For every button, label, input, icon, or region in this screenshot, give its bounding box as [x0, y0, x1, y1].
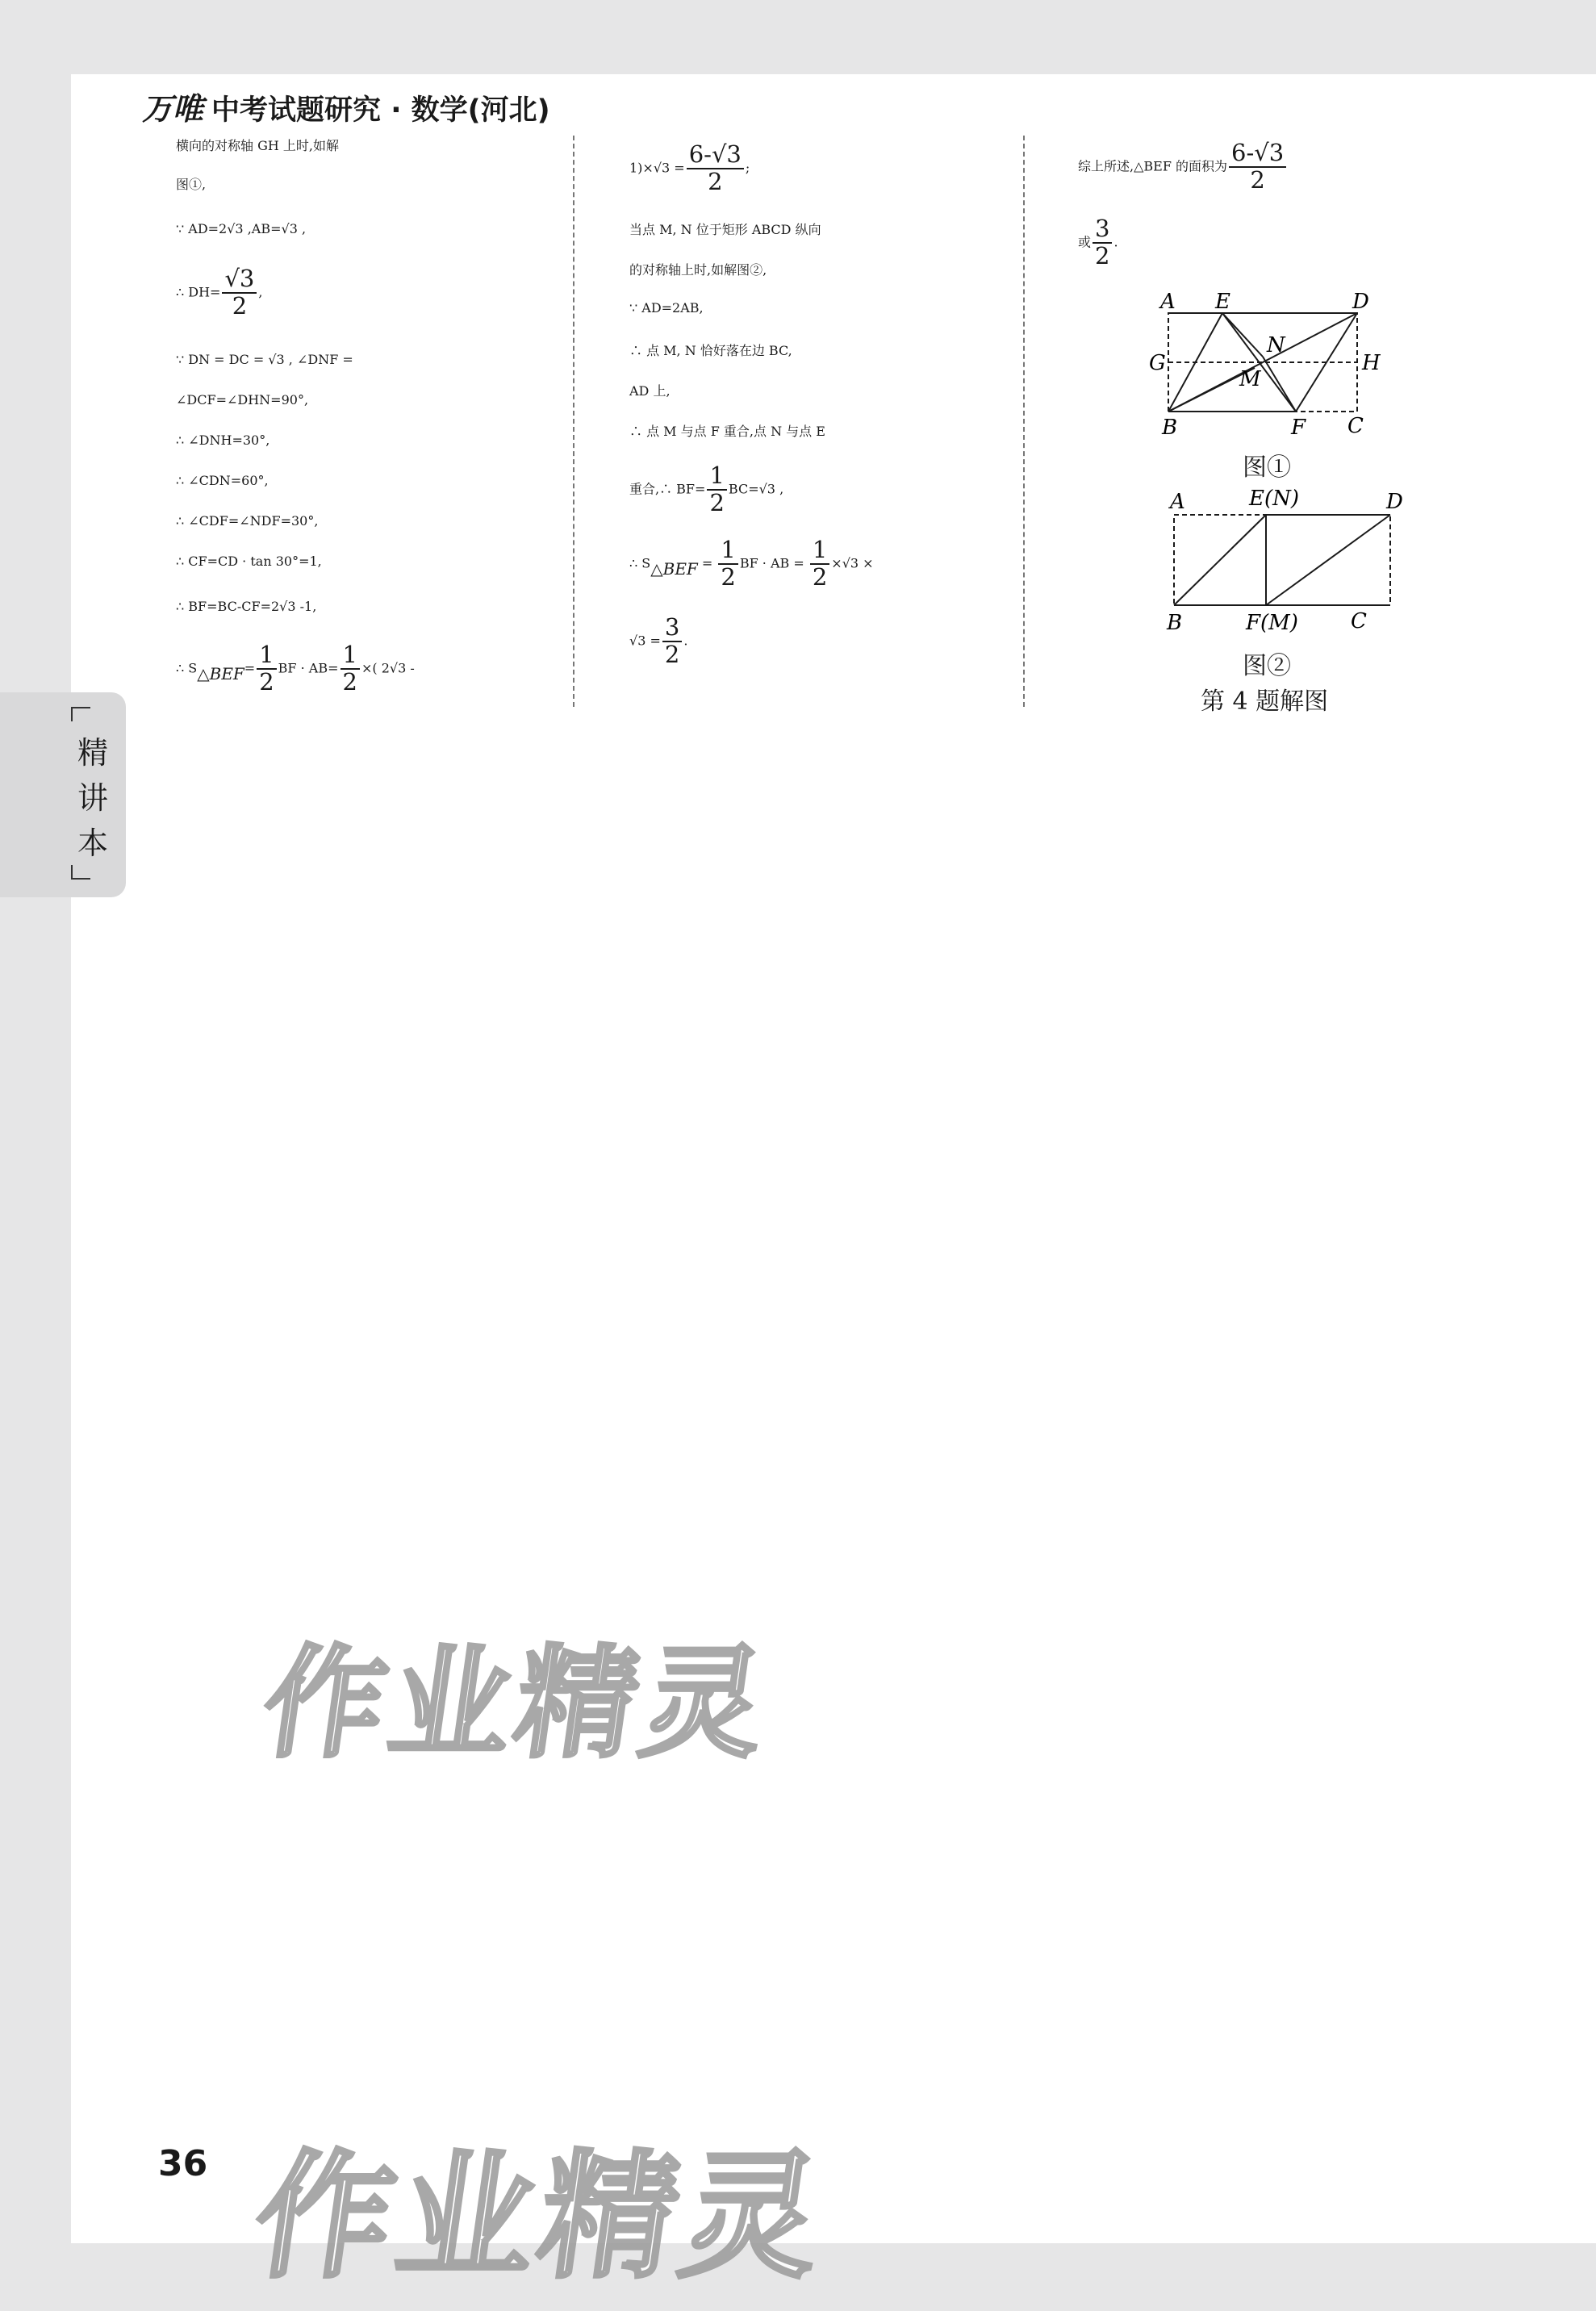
book-title: 中考试题研究 · 数学(河北): [211, 94, 550, 127]
side-tab-label: 精讲本: [77, 735, 108, 861]
text-line: ∴ ∠DNH=30°,: [176, 433, 270, 448]
formula-line: 或 $\frac{3}{2}$ .: [1078, 215, 1118, 270]
text-line: ∵ DN = DC = √3 , ∠DNF =: [176, 352, 353, 367]
text-line: AD 上,: [629, 383, 671, 399]
point-label: A: [1160, 290, 1176, 314]
text-line: ∠DCF=∠DHN=90°,: [176, 392, 309, 407]
text-line: ∴ 点 M 与点 F 重合,点 N 与点 E: [629, 424, 825, 439]
point-label: E(N): [1249, 487, 1300, 511]
text-line: ∴ ∠CDF=∠NDF=30°,: [176, 513, 319, 529]
text-line: ∵ AD=2AB,: [629, 300, 704, 316]
point-label: A: [1170, 490, 1185, 514]
formula-line: 1)×√3 = $\frac{6-√3}{2}$ ;: [629, 140, 750, 195]
text-line: ∴ CF=CD · tan 30°=1,: [176, 554, 322, 569]
figures-caption: 第 4 题解图: [1201, 687, 1329, 716]
point-label: G: [1149, 351, 1166, 375]
point-label: C: [1351, 609, 1367, 633]
text-line: 图①,: [176, 177, 207, 192]
formula-line: ∴ DH= $\frac{√3}{2}$ ,: [176, 265, 263, 320]
solution-figure-1: [1130, 290, 1396, 440]
point-label: M: [1239, 367, 1261, 391]
figure-1-caption: 图①: [1243, 453, 1291, 482]
point-label: N: [1267, 333, 1285, 357]
text-line: ∴ ∠CDN=60°,: [176, 473, 269, 488]
text-line: ∵ AD=2√3 ,AB=√3 ,: [176, 221, 307, 236]
point-label: F: [1291, 416, 1306, 440]
column-divider: [573, 136, 574, 707]
point-label: E: [1215, 290, 1230, 314]
text-line: ∴ BF=BC-CF=2√3 -1,: [176, 599, 317, 614]
tab-bracket-top: [71, 707, 90, 721]
text-line: 的对称轴上时,如解图②,: [629, 262, 767, 278]
text-line: 横向的对称轴 GH 上时,如解: [176, 138, 339, 153]
text-line: 当点 M, N 位于矩形 ABCD 纵向: [629, 222, 821, 237]
point-label: H: [1362, 351, 1381, 375]
formula-line: ∴ S△BEF = $\frac{1}{2}$ BF · AB = $\frac{1}{2}$ ×√3 ×: [629, 536, 874, 591]
formula-line: √3 = $\frac{3}{2}$ .: [629, 613, 688, 668]
brand-logo: 万唯: [142, 91, 204, 127]
formula-line: 重合,∴ BF= $\frac{1}{2}$ BC=√3 ,: [629, 462, 784, 516]
fraction: $\frac{√3}{2}$: [222, 266, 257, 320]
column-divider: [1023, 136, 1025, 707]
watermark: 作业精灵: [244, 2138, 836, 2297]
figure-2-caption: 图②: [1243, 652, 1291, 680]
solution-figure-2: [1146, 481, 1404, 639]
formula-line: ∴ S△BEF= $\frac{1}{2}$ BF · AB= $\frac{1}{2}$ ×( 2√3 -: [176, 641, 415, 696]
page-number: 36: [158, 2143, 208, 2184]
tab-bracket-bottom: [71, 865, 90, 880]
page-header: [142, 84, 550, 128]
point-label: F(M): [1246, 611, 1298, 635]
point-label: B: [1162, 416, 1178, 440]
point-label: D: [1386, 490, 1403, 514]
watermark: 作业精灵: [254, 1634, 779, 1774]
point-label: D: [1352, 290, 1369, 314]
formula-line: 综上所述,△BEF 的面积为 $\frac{6-√3}{2}$: [1078, 140, 1288, 194]
point-label: C: [1347, 414, 1364, 438]
text-line: ∴ 点 M, N 恰好落在边 BC,: [629, 343, 792, 358]
point-label: B: [1167, 611, 1183, 635]
